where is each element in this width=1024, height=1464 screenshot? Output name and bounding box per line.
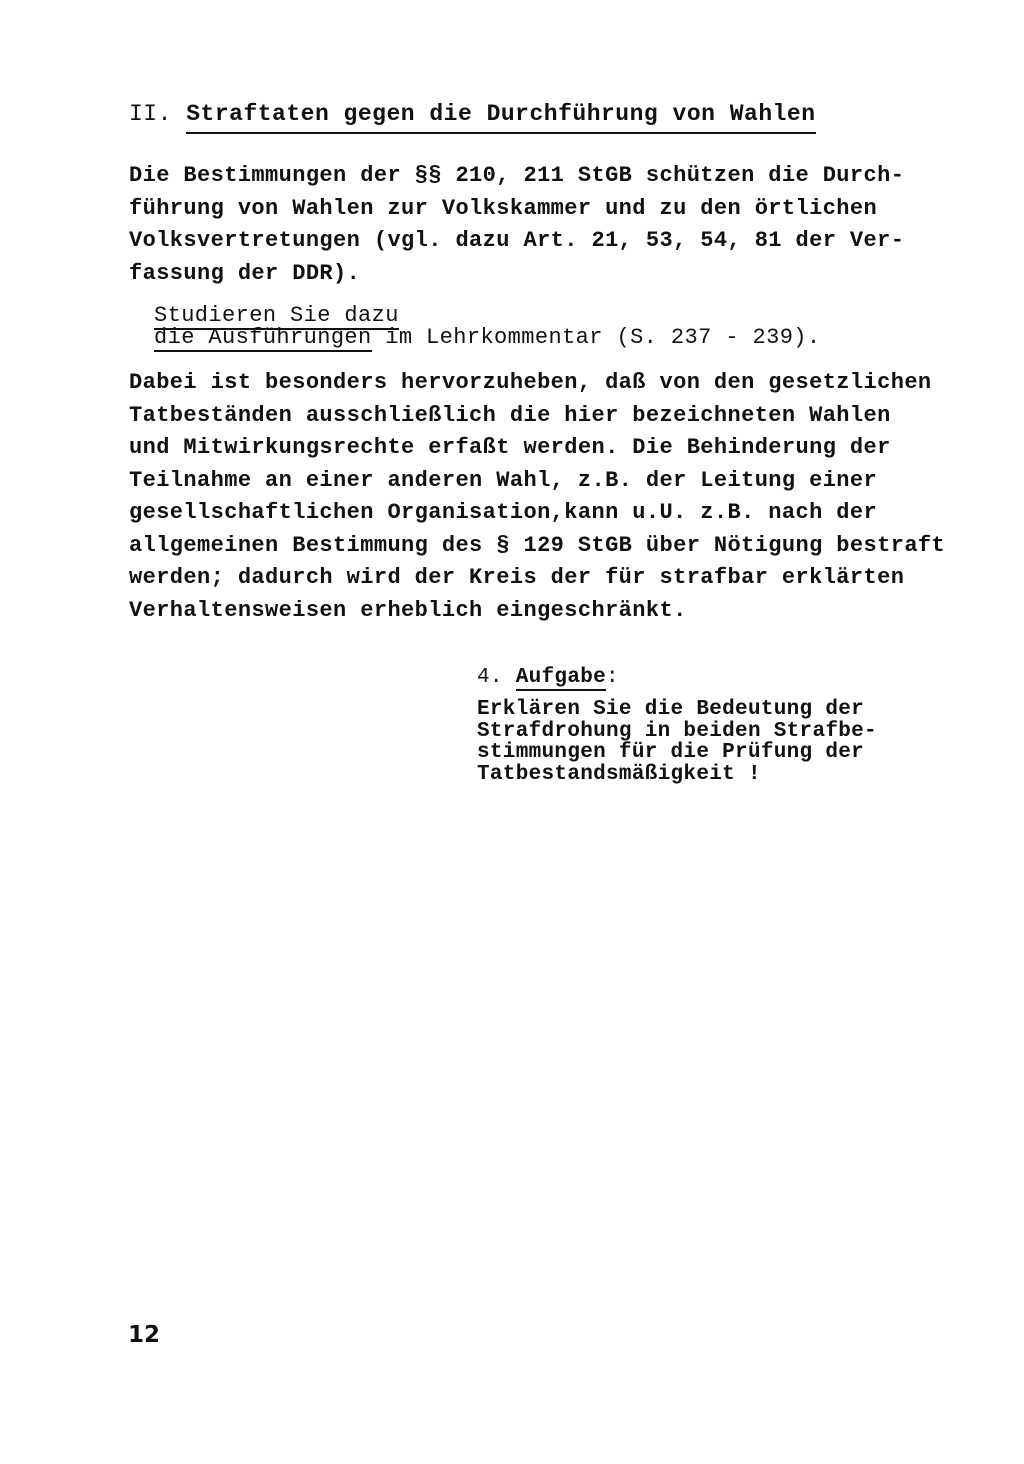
task-line: Strafdrohung in beiden Strafbe- (477, 719, 877, 743)
task-body (477, 699, 877, 785)
text-line: Tatbeständen ausschließlich die hier bezeichneten Wahlen (129, 402, 891, 428)
text-line: Die Bestimmungen der §§ 210, 211 StGB schützen die Durch- (129, 163, 905, 188)
study-note-reference: im Lehrkommentar (S. 237 - 239). (371, 325, 821, 350)
text-line: Volksvertretungen (vgl. dazu Art. 21, 53, 54, 81 der Ver- (129, 228, 905, 253)
text-line: und Mitwirkungsrechte erfaßt werden. Die Behinderung der (129, 435, 891, 460)
task-line: Tatbestandsmäßigkeit ! (477, 762, 761, 786)
study-note-underlined: die Ausführungen (154, 325, 372, 350)
paragraph-explanation (129, 367, 945, 627)
task-box (477, 665, 877, 785)
text-line: werden; dadurch wird der Kreis der für strafbar erklärten (129, 565, 905, 590)
section-heading (129, 98, 816, 134)
task-line: Erklären Sie die Bedeutung der (477, 698, 865, 721)
task-heading (477, 665, 877, 691)
task-number: 4. (477, 666, 503, 689)
section-number: II. (129, 101, 172, 127)
text-line: fassung der DDR). (129, 260, 361, 286)
text-line: gesellschaftlichen Organisation,kann u.U. z.B. nach der (129, 500, 878, 525)
task-label: Aufgabe (515, 666, 607, 689)
section-title: Straftaten gegen die Durchführung von Wahlen (186, 98, 815, 134)
study-note-line-2 (154, 327, 821, 349)
text-line: allgemeinen Bestimmung des § 129 StGB über Nötigung bestraft (129, 532, 946, 558)
page-number: 12 (128, 1322, 161, 1348)
study-note (154, 305, 821, 349)
paragraph-intro (129, 160, 904, 290)
text-line: Dabei ist besonders hervorzuheben, daß von den gesetzlichen (129, 370, 932, 395)
text-line: führung von Wahlen zur Volkskammer und zu den örtlichen (129, 195, 878, 221)
text-line: Verhaltensweisen erheblich eingeschränkt. (129, 597, 687, 623)
task-colon: : (606, 666, 619, 689)
study-note-heading: Studieren Sie dazu (154, 303, 399, 328)
text-line: Teilnahme an einer anderen Wahl, z.B. der Leitung einer (129, 467, 878, 493)
task-line: stimmungen für die Prüfung der (477, 741, 865, 764)
study-note-line-1 (154, 305, 821, 327)
